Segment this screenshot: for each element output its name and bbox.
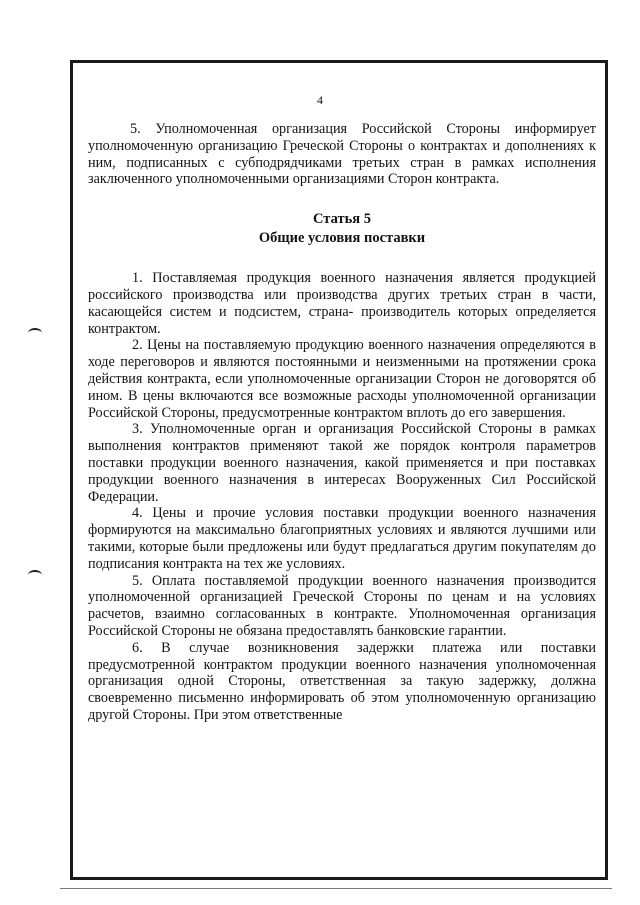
article-title: Общие условия поставки <box>258 230 426 247</box>
paragraph-item: 3. Уполномоченные орган и организация Российской Стороны в рамках выполнения контрактов применяют такой же порядок контроля параметров поставки продукции военного назначения, какой применяется и при поставках продукции военного назначения в интересах Вооруженных Сил Российской Федерации. <box>88 421 596 505</box>
article-heading <box>88 210 596 248</box>
paragraph-item: 4. Цены и прочие условия поставки продукции военного назначения формируются на максимально благоприятных условиях и являются лучшими или такими, которые были предложены или будут предлагаться другим покупателям до подписания контракта на тех же условиях. <box>88 505 596 572</box>
page-number: 4 <box>317 93 323 107</box>
paragraph-item: 2. Цены на поставляемую продукцию военного назначения определяются в ходе переговоров и являются постоянными и неизменными на протяжении срока действия контракта, если уполномоченные организации Сторон не договорятся об ином. В цены включаются все возможные расходы уполномоченной организации Российской Стороны, предусмотренные контрактом вплоть до его завершения. <box>88 337 596 421</box>
paragraph-item: 1. Поставляемая продукция военного назначения является продукцией российского производства или производства других третьих стран в части, касающейся систем и подсистем, страна- производитель которых определяется контрактом. <box>88 270 596 337</box>
paragraph-item: 6. В случае возникновения задержки платежа или поставки предусмотренной контрактом продукции военного назначения уполномоченная организация одной Стороны, ответственная за такую задержку, должна своевременно письменно информировать об этом уполномоченную организацию другой Стороны. При этом ответственные <box>88 639 596 723</box>
paragraph-item: 5. Оплата поставляемой продукции военного назначения производится уполномоченной организацией Греческой Стороны по ценам и на условиях расчетов, взаимно согласованных в контракте. Уполномоченная организация Российской Стороны не обязана предоставлять банковские гарантии. <box>88 572 596 639</box>
article-number: Статья 5 <box>313 211 371 228</box>
document-body <box>88 121 596 724</box>
binding-hole-mark <box>28 328 42 338</box>
scan-bottom-rule <box>60 888 612 889</box>
paragraph-intro: 5. Уполномоченная организация Российской Стороны информирует уполномоченную организацию Греческой Стороны о контрактах и дополнениях к ним, подписанных с субподрядчиками третьих стран в рамках исполнения заключенного уполномоченными организациями Сторон контракта. <box>88 121 596 188</box>
binding-hole-mark <box>28 570 42 580</box>
